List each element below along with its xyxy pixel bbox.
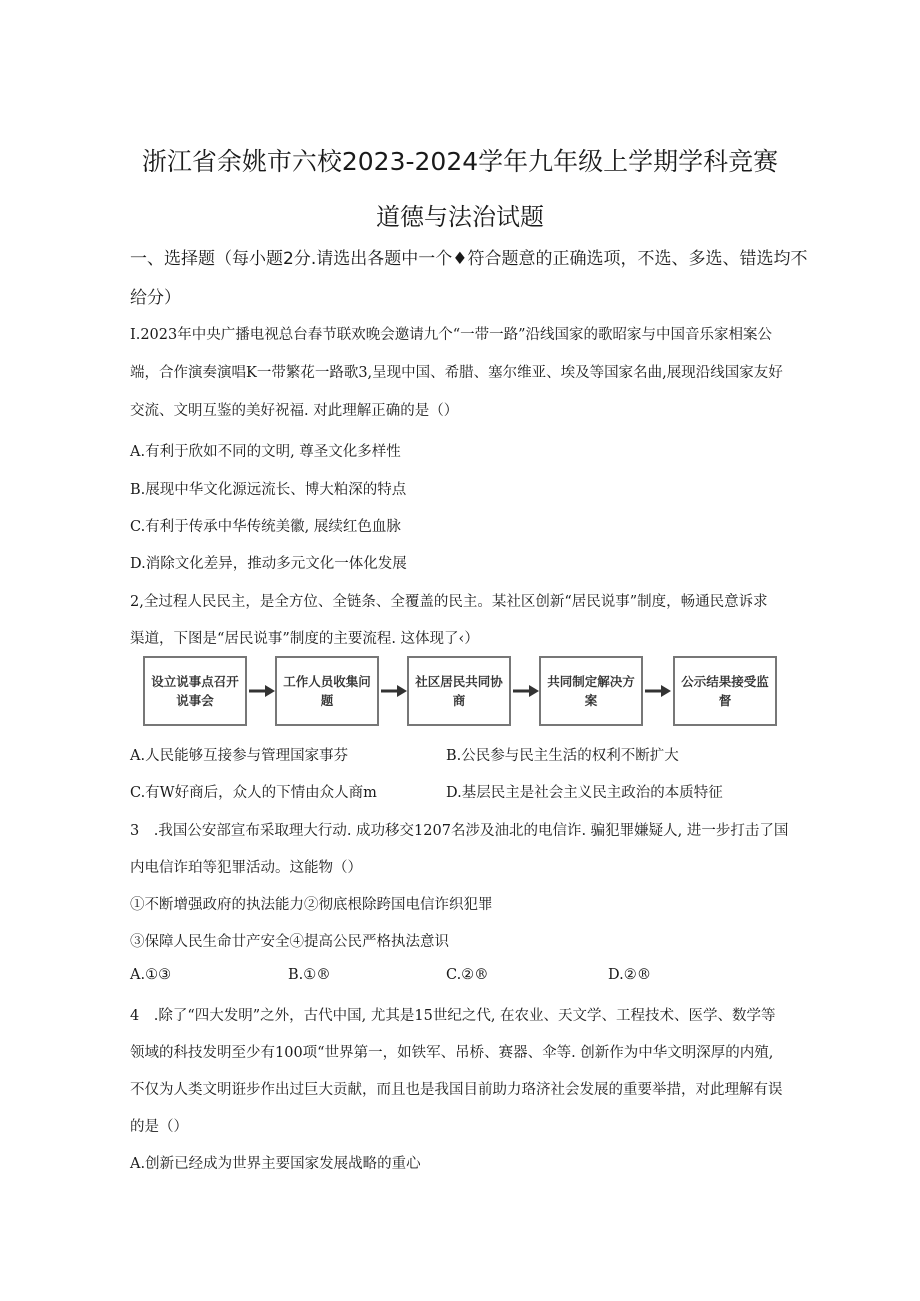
q3-stem-line1: 3 .我国公安部宣布采取理大行动. 成功移交1207名涉及油北的电信诈. 骗犯罪嫌疑人, 进一步打击了国 (130, 823, 789, 839)
flow-step-3: 社区居民共同协商 (407, 656, 511, 726)
q1-option-a: A.有利于欣如不同的文明, 尊圣文化多样性 (130, 444, 401, 460)
q1-stem-line1: I.2023年中央广播电视总台春节联欢晚会邀请九个“一带一路”沿线国家的歌昭家与中国音乐家相案公 (130, 327, 773, 343)
q3-option-c: C.②® (446, 967, 489, 983)
flow-step-4: 共同制定解决方案 (539, 656, 643, 726)
flow-step-1: 设立说事点召开说事会 (143, 656, 247, 726)
q1-stem-line2: 端，合作演奏演唱K一带繁花一路歌3,呈现中国、希腊、塞尔维亚、埃及等国家名曲,展现沿线国家友好 (130, 365, 783, 381)
q2-stem-line2: 渠道，下图是“居民说事”制度的主要流程. 这体现了‹） (130, 631, 479, 647)
q3-stem-line3: ①不断增强政府的执法能力②彻底根除跨国电信诈织犯罪 (130, 897, 493, 913)
q4-option-a: A.创新已经成为世界主要国家发展战略的重心 (130, 1156, 421, 1172)
arrow-right-icon (249, 684, 275, 698)
exam-subtitle: 道德与法治试题 (376, 203, 544, 231)
q4-stem-line1: 4 .除了“四大发明”之外，古代中国, 尤其是15世纪之代, 在农业、天文学、工程技术、医学、数学等 (130, 1008, 776, 1024)
q2-option-b: B.公民参与民主生活的权利不断扩大 (446, 748, 679, 764)
q1-option-b: B.展现中华文化源远流长、博大粕深的特点 (130, 482, 407, 498)
arrow-right-icon (381, 684, 407, 698)
q2-option-d: D.基层民主是社会主义民主政治的本质特征 (446, 785, 723, 801)
q4-stem-line3: 不仅为人类文明诳步作出过巨大贡献，而且也是我国目前助力珞济社会发展的重要举措，对此理解有误 (130, 1082, 783, 1098)
section-heading-line1: 一、选择题（每小题2分.请选出各题中一个♦符合题意的正确选项，不选、多选、错选均不 (130, 249, 808, 269)
section-heading-line2: 给分） (130, 288, 181, 308)
q3-option-d: D.②® (608, 967, 652, 983)
q2-option-c: C.有W好商后，众人的下情由众人商m (130, 785, 377, 801)
arrow-right-icon (645, 684, 671, 698)
q2-stem-line1: 2,全过程人民民主，是全方位、全链条、全覆盖的民主。某社区创新“居民说事”制度，畅通民意诉求 (130, 594, 768, 610)
exam-title: 浙江省余姚市六校2023-2024学年九年级上学期学科竞赛 (141, 147, 779, 176)
q4-stem-line4: 的是（） (130, 1119, 188, 1135)
q1-option-d: D.消除文化差异，推动多元文化一体化发展 (130, 556, 407, 572)
flow-step-2: 工作人员收集问题 (275, 656, 379, 726)
q3-stem-line2: 内电信诈珀等犯罪活动。这能物（） (130, 860, 362, 876)
q3-stem-line4: ③保障人民生命廿产安全④提高公民严格执法意识 (130, 934, 449, 950)
q2-flowchart (143, 656, 783, 728)
arrow-right-icon (513, 684, 539, 698)
flow-step-5: 公示结果接受监督 (673, 656, 777, 726)
q1-option-c: C.有利于传承中华传统美徽, 展续红色血脉 (130, 519, 401, 535)
q3-option-a: A.①③ (130, 967, 172, 983)
q1-stem-line3: 交流、文明互鉴的美好祝福. 对此理解正确的是（） (130, 403, 459, 419)
q3-option-b: B.①® (288, 967, 331, 983)
q4-stem-line2: 领域的科技发明至少有100项“世界第一，如铁军、吊桥、赛器、伞等. 创新作为中华文明深厚的内殖, (130, 1045, 774, 1061)
q2-option-a: A.人民能够互接参与管理国家事芬 (130, 748, 349, 764)
